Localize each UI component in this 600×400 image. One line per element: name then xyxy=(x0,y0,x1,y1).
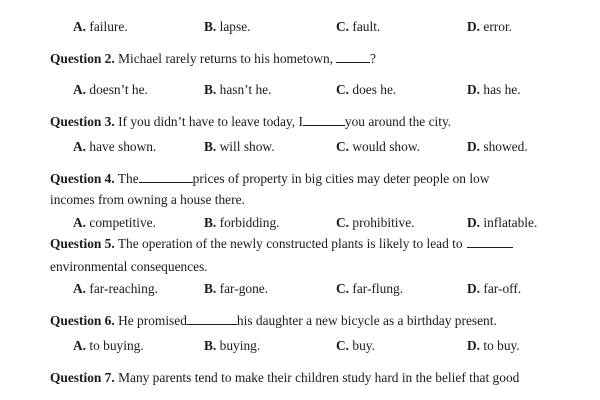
q5-text-before: The operation of the newly constructed plants is likely to lead to xyxy=(117,236,463,251)
q4-label: Question 4. xyxy=(50,171,115,186)
q4-stem xyxy=(0,169,600,189)
q5-text-continuation: environmental consequences. xyxy=(50,259,208,274)
q4-option-c[interactable]: C. prohibitive. xyxy=(336,215,415,230)
q6-option-d[interactable]: D. to buy. xyxy=(467,338,520,353)
q4-option-d[interactable]: D. inflatable. xyxy=(467,215,538,230)
q3-options-row xyxy=(0,137,600,157)
q1-option-d[interactable]: D. error. xyxy=(467,19,513,34)
q7-stem xyxy=(0,368,600,388)
q2-option-b[interactable]: B. hasn’t he. xyxy=(204,82,272,97)
q3-option-a[interactable]: A. have shown. xyxy=(73,139,157,154)
q7-label: Question 7. xyxy=(50,370,115,385)
q6-blank[interactable] xyxy=(187,311,237,325)
q5-stem xyxy=(0,234,600,254)
q3-option-b[interactable]: B. will show. xyxy=(204,139,275,154)
q3-option-d[interactable]: D. showed. xyxy=(467,139,528,154)
q4-text-after: prices of property in big cities may deter people on low xyxy=(192,171,490,186)
q6-text-after: his daughter a new bicycle as a birthday present. xyxy=(236,313,497,328)
q2-text-before: Michael rarely returns to his hometown, xyxy=(118,51,334,66)
q2-option-a[interactable]: A. doesn’t he. xyxy=(73,82,148,97)
q6-option-b[interactable]: B. buying. xyxy=(204,338,261,353)
q6-text-before: He promised xyxy=(118,313,187,328)
q6-stem xyxy=(0,311,600,331)
q6-label: Question 6. xyxy=(50,313,115,328)
q1-options-row xyxy=(0,17,600,37)
q5-label: Question 5. xyxy=(50,236,115,251)
q5-options-row xyxy=(0,279,600,299)
q4-blank[interactable] xyxy=(139,169,193,183)
q3-blank[interactable] xyxy=(303,112,345,126)
q5-option-b[interactable]: B. far-gone. xyxy=(204,281,269,296)
q4-text-continuation: incomes from owning a house there. xyxy=(50,192,245,207)
q2-options-row xyxy=(0,80,600,100)
q2-blank[interactable] xyxy=(336,49,370,63)
q2-stem xyxy=(0,49,600,69)
q5-option-c[interactable]: C. far-flung. xyxy=(336,281,404,296)
q2-label: Question 2. xyxy=(50,51,115,66)
q3-option-c[interactable]: C. would show. xyxy=(336,139,420,154)
q4-continuation xyxy=(0,190,600,210)
q6-option-c[interactable]: C. buy. xyxy=(336,338,375,353)
q7-text-before: Many parents tend to make their children study hard in the belief that good xyxy=(118,370,520,385)
q1-option-a[interactable]: A. failure. xyxy=(73,19,128,34)
q3-stem xyxy=(0,112,600,132)
q4-option-b[interactable]: B. forbidding. xyxy=(204,215,280,230)
q4-options-row xyxy=(0,213,600,233)
q2-option-d[interactable]: D. has he. xyxy=(467,82,521,97)
q4-option-a[interactable]: A. competitive. xyxy=(73,215,156,230)
q4-text-before: The xyxy=(117,171,139,186)
q3-text-before: If you didn’t have to leave today, I xyxy=(118,114,303,129)
q5-option-a[interactable]: A. far-reaching. xyxy=(73,281,158,296)
q2-option-c[interactable]: C. does he. xyxy=(336,82,397,97)
q3-text-after: you around the city. xyxy=(344,114,452,129)
q5-option-d[interactable]: D. far-off. xyxy=(467,281,522,296)
q6-options-row xyxy=(0,336,600,356)
q2-text-after: ? xyxy=(370,51,376,66)
q1-option-c[interactable]: C. fault. xyxy=(336,19,381,34)
q6-option-a[interactable]: A. to buying. xyxy=(73,338,144,353)
q3-label: Question 3. xyxy=(50,114,115,129)
q5-continuation xyxy=(0,257,600,277)
q1-option-b[interactable]: B. lapse. xyxy=(204,19,251,34)
q5-blank[interactable] xyxy=(467,234,513,248)
